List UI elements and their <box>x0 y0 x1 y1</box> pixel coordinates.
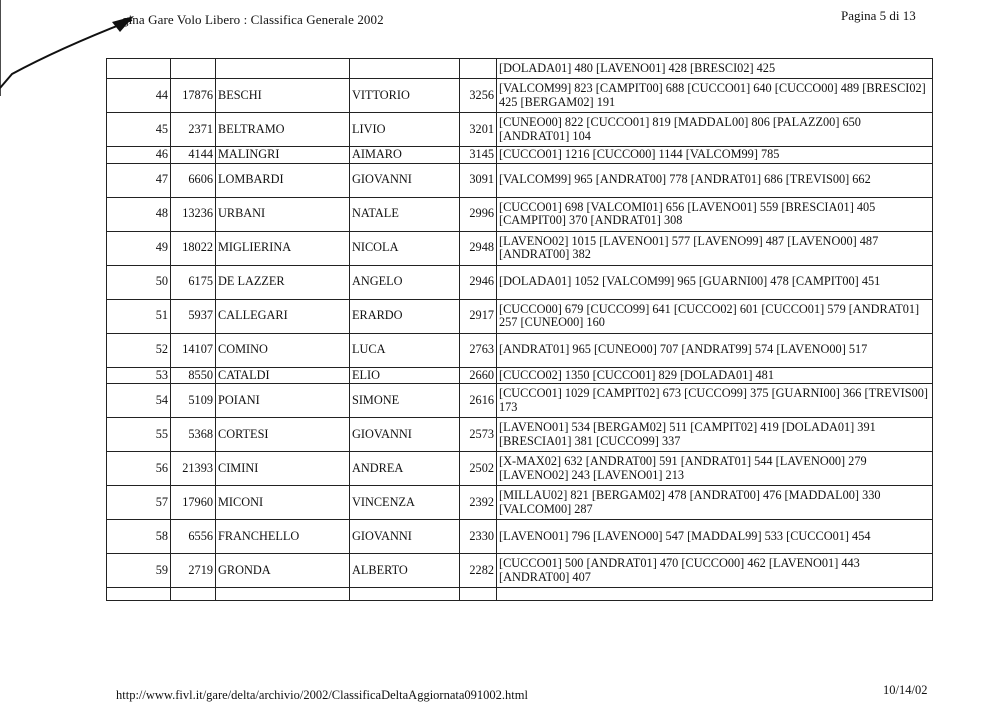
results-cell: [ANDRAT01] 965 [CUNEO00] 707 [ANDRAT99] 574 [LAVENO00] 517 <box>497 333 933 367</box>
results-cell: [MILLAU02] 821 [BERGAM02] 478 [ANDRAT00] 476 [MADDAL00] 330 [VALCOM00] 287 <box>497 486 933 520</box>
surname-cell: COMINO <box>216 333 350 367</box>
license-id-cell: 2371 <box>171 113 216 147</box>
license-id-cell: 17876 <box>171 79 216 113</box>
position-cell: 59 <box>107 554 171 588</box>
name-cell: ANGELO <box>350 265 460 299</box>
trailing-row <box>107 588 933 601</box>
position-cell: 44 <box>107 79 171 113</box>
continued-row <box>107 59 933 79</box>
name-cell: GIOVANNI <box>350 163 460 197</box>
results-cell: [CUCCO01] 698 [VALCOMI01] 656 [LAVENO01] 559 [BRESCIA01] 405 [CAMPIT00] 370 [ANDRAT01] 308 <box>497 197 933 231</box>
ranking-table <box>106 58 933 601</box>
license-id-cell: 17960 <box>171 486 216 520</box>
results-cell: [CUCCO01] 500 [ANDRAT01] 470 [CUCCO00] 462 [LAVENO01] 443 [ANDRAT00] 407 <box>497 554 933 588</box>
name-cell: LUCA <box>350 333 460 367</box>
score-cell: 2948 <box>460 231 497 265</box>
license-id-cell: 4144 <box>171 147 216 164</box>
results-cell: [VALCOM99] 965 [ANDRAT00] 778 [ANDRAT01] 686 [TREVIS00] 662 <box>497 163 933 197</box>
surname-cell: DE LAZZER <box>216 265 350 299</box>
results-cell: [CUCCO00] 679 [CUCCO99] 641 [CUCCO02] 601 [CUCCO01] 579 [ANDRAT01] 257 [CUNEO00] 160 <box>497 299 933 333</box>
results-cell: [LAVENO02] 1015 [LAVENO01] 577 [LAVENO99] 487 [LAVENO00] 487 [ANDRAT00] 382 <box>497 231 933 265</box>
license-id-cell: 6175 <box>171 265 216 299</box>
table-row <box>107 113 933 147</box>
score-cell: 2573 <box>460 418 497 452</box>
position-cell: 58 <box>107 520 171 554</box>
position-cell: 47 <box>107 163 171 197</box>
surname-cell: GRONDA <box>216 554 350 588</box>
table-row <box>107 163 933 197</box>
surname-cell: MALINGRI <box>216 147 350 164</box>
surname-cell: CATALDI <box>216 367 350 384</box>
ranking-table-container <box>106 58 932 601</box>
score-cell: 2996 <box>460 197 497 231</box>
position-cell: 54 <box>107 384 171 418</box>
score-cell: 2616 <box>460 384 497 418</box>
name-cell: ANDREA <box>350 452 460 486</box>
results-cell: [X-MAX02] 632 [ANDRAT00] 591 [ANDRAT01] 544 [LAVENO00] 279 [LAVENO02] 243 [LAVENO01] 213 <box>497 452 933 486</box>
license-id-cell: 8550 <box>171 367 216 384</box>
score-cell: 2660 <box>460 367 497 384</box>
table-row <box>107 418 933 452</box>
license-id-cell: 2719 <box>171 554 216 588</box>
name-cell: NICOLA <box>350 231 460 265</box>
surname-cell: CALLEGARI <box>216 299 350 333</box>
license-id-cell: 5109 <box>171 384 216 418</box>
surname-cell: URBANI <box>216 197 350 231</box>
name-cell: SIMONE <box>350 384 460 418</box>
score-cell: 2946 <box>460 265 497 299</box>
surname-cell: BELTRAMO <box>216 113 350 147</box>
table-row <box>107 197 933 231</box>
surname-cell: BESCHI <box>216 79 350 113</box>
table-row <box>107 333 933 367</box>
score-cell: 2917 <box>460 299 497 333</box>
table-row <box>107 231 933 265</box>
position-cell: 49 <box>107 231 171 265</box>
name-cell: GIOVANNI <box>350 418 460 452</box>
page-header-title: gina Gare Volo Libero : Classifica Generale 2002 <box>122 12 384 27</box>
name-cell: VITTORIO <box>350 79 460 113</box>
name-cell: NATALE <box>350 197 460 231</box>
name-cell: ELIO <box>350 367 460 384</box>
results-cell: [CUCCO01] 1029 [CAMPIT02] 673 [CUCCO99] 375 [GUARNI00] 366 [TREVIS00] 173 <box>497 384 933 418</box>
name-cell: VINCENZA <box>350 486 460 520</box>
table-row <box>107 520 933 554</box>
results-cell: [LAVENO01] 796 [LAVENO00] 547 [MADDAL99] 533 [CUCCO01] 454 <box>497 520 933 554</box>
position-cell: 57 <box>107 486 171 520</box>
footer-date: 10/14/02 <box>883 683 928 697</box>
license-id-cell: 13236 <box>171 197 216 231</box>
name-cell: LIVIO <box>350 113 460 147</box>
surname-cell: MIGLIERINA <box>216 231 350 265</box>
position-cell: 52 <box>107 333 171 367</box>
position-cell: 53 <box>107 367 171 384</box>
position-cell: 46 <box>107 147 171 164</box>
position-cell: 55 <box>107 418 171 452</box>
results-cell: [DOLADA01] 1052 [VALCOM99] 965 [GUARNI00] 478 [CAMPIT00] 451 <box>497 265 933 299</box>
results-cell: [CUNEO00] 822 [CUCCO01] 819 [MADDAL00] 806 [PALAZZ00] 650 [ANDRAT01] 104 <box>497 113 933 147</box>
name-cell: ALBERTO <box>350 554 460 588</box>
name-cell: ERARDO <box>350 299 460 333</box>
license-id-cell: 18022 <box>171 231 216 265</box>
results-cell: [LAVENO01] 534 [BERGAM02] 511 [CAMPIT02] 419 [DOLADA01] 391 [BRESCIA01] 381 [CUCCO99] 337 <box>497 418 933 452</box>
position-cell: 50 <box>107 265 171 299</box>
score-cell: 3201 <box>460 113 497 147</box>
results-cell: [CUCCO01] 1216 [CUCCO00] 1144 [VALCOM99] 785 <box>497 147 933 164</box>
surname-cell: FRANCHELLO <box>216 520 350 554</box>
surname-cell: LOMBARDI <box>216 163 350 197</box>
score-cell: 3256 <box>460 79 497 113</box>
position-cell: 45 <box>107 113 171 147</box>
score-cell: 2763 <box>460 333 497 367</box>
continued-results: [DOLADA01] 480 [LAVENO01] 428 [BRESCI02] 425 <box>497 59 933 79</box>
position-cell: 48 <box>107 197 171 231</box>
table-row <box>107 367 933 384</box>
score-cell: 3145 <box>460 147 497 164</box>
surname-cell: MICONI <box>216 486 350 520</box>
table-row <box>107 79 933 113</box>
table-row <box>107 554 933 588</box>
score-cell: 2392 <box>460 486 497 520</box>
table-row <box>107 147 933 164</box>
results-cell: [CUCCO02] 1350 [CUCCO01] 829 [DOLADA01] 481 <box>497 367 933 384</box>
surname-cell: CIMINI <box>216 452 350 486</box>
table-row <box>107 452 933 486</box>
license-id-cell: 6606 <box>171 163 216 197</box>
score-cell: 3091 <box>460 163 497 197</box>
table-row <box>107 265 933 299</box>
table-row <box>107 299 933 333</box>
position-cell: 56 <box>107 452 171 486</box>
name-cell: GIOVANNI <box>350 520 460 554</box>
score-cell: 2330 <box>460 520 497 554</box>
surname-cell: POIANI <box>216 384 350 418</box>
footer-url: http://www.fivl.it/gare/delta/archivio/2002/ClassificaDeltaAggiornata091002.html <box>116 688 528 702</box>
results-cell: [VALCOM99] 823 [CAMPIT00] 688 [CUCCO01] 640 [CUCCO00] 489 [BRESCI02] 425 [BERGAM02] 191 <box>497 79 933 113</box>
name-cell: AIMARO <box>350 147 460 164</box>
page-number: Pagina 5 di 13 <box>841 8 916 23</box>
license-id-cell: 5937 <box>171 299 216 333</box>
table-row <box>107 384 933 418</box>
license-id-cell: 5368 <box>171 418 216 452</box>
license-id-cell: 14107 <box>171 333 216 367</box>
table-row <box>107 486 933 520</box>
position-cell: 51 <box>107 299 171 333</box>
score-cell: 2282 <box>460 554 497 588</box>
license-id-cell: 6556 <box>171 520 216 554</box>
score-cell: 2502 <box>460 452 497 486</box>
license-id-cell: 21393 <box>171 452 216 486</box>
surname-cell: CORTESI <box>216 418 350 452</box>
